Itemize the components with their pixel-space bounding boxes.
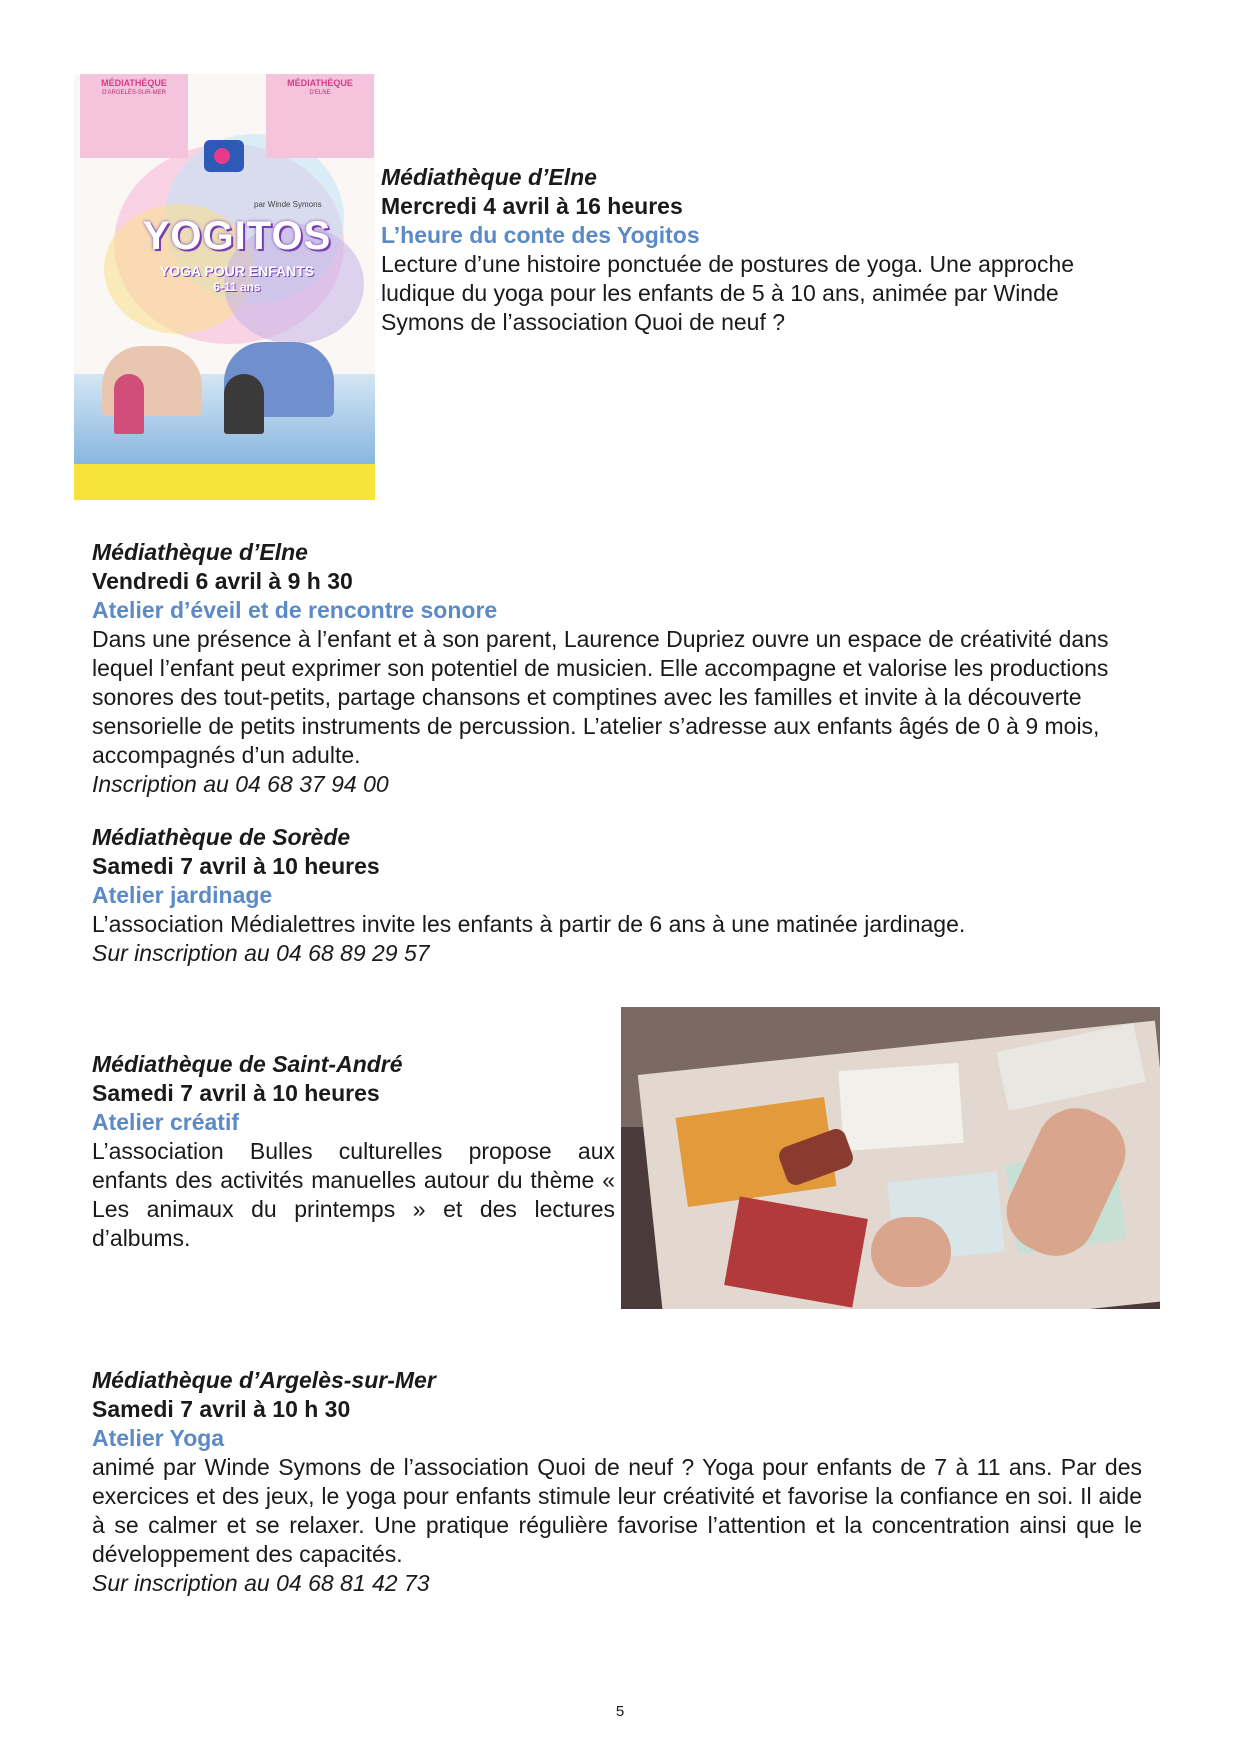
craft-workshop-photo xyxy=(621,1007,1160,1309)
hand xyxy=(871,1217,951,1287)
event-venue: Médiathèque d’Argelès-sur-Mer xyxy=(92,1367,436,1393)
event-date: Vendredi 6 avril à 9 h 30 xyxy=(92,568,353,594)
event-venue: Médiathèque d’Elne xyxy=(92,539,308,565)
event-description: Dans une présence à l’enfant et à son parent, Laurence Dupriez ouvre un espace de créativité dans lequel l’enfant peut exprimer son potentiel de musicien. Elle accompagne et valorise les productions sonores des tout-petits, partage chansons et comptines avec les familles et invite à la découverte sensorielle de petits instruments de percussion. L’atelier s’adresse aux enfants âgés de 0 à 9 mois, accompagnés d’un adulte. xyxy=(92,626,1109,768)
poster-venue-subtitle: D'ARGELÈS-SUR-MER xyxy=(102,90,166,96)
poster-venue-title: MÉDIATHÈQUE xyxy=(101,78,167,88)
event-block xyxy=(92,538,1142,799)
event-title: Atelier d’éveil et de rencontre sonore xyxy=(92,597,498,623)
poster-author: par Winde Symons xyxy=(254,200,322,209)
poster-brand: YOGITOS xyxy=(142,214,332,258)
event-date: Mercredi 4 avril à 16 heures xyxy=(381,193,683,219)
child-figure xyxy=(224,374,264,434)
event-registration: Sur inscription au 04 68 89 29 57 xyxy=(92,940,430,966)
event-venue: Médiathèque d’Elne xyxy=(381,164,597,190)
poster-ages: 6-11 ans xyxy=(213,280,261,294)
event-date: Samedi 7 avril à 10 heures xyxy=(92,1080,380,1106)
event-block xyxy=(381,163,1141,337)
event-title: Atelier créatif xyxy=(92,1109,240,1135)
child-figure xyxy=(114,374,144,434)
drawing-sheet xyxy=(838,1063,963,1151)
event-block xyxy=(92,1050,615,1253)
mediatheque-logo-icon xyxy=(204,140,244,172)
event-title: L’heure du conte des Yogitos xyxy=(381,222,700,248)
event-venue: Médiathèque de Saint-André xyxy=(92,1051,403,1077)
page-number: 5 xyxy=(615,1703,625,1720)
poster-footer-band xyxy=(74,464,375,500)
event-date: Samedi 7 avril à 10 h 30 xyxy=(92,1396,351,1422)
poster-tagline: YOGA POUR ENFANTS xyxy=(159,263,315,279)
event-block xyxy=(92,1366,1142,1598)
event-description: Lecture d’une histoire ponctuée de postures de yoga. Une approche ludique du yoga pour les enfants de 5 à 10 ans, animée par Winde Symons de l’association Quoi de neuf ? xyxy=(381,251,1075,335)
event-registration: Inscription au 04 68 37 94 00 xyxy=(92,771,389,797)
event-description: L’association Médialettres invite les enfants à partir de 6 ans à une matinée jardinage. xyxy=(92,911,966,937)
event-title: Atelier jardinage xyxy=(92,882,273,908)
poster-venue-subtitle: D'ELNE xyxy=(309,90,331,96)
event-registration: Sur inscription au 04 68 81 42 73 xyxy=(92,1570,430,1596)
event-description: animé par Winde Symons de l’association Quoi de neuf ? Yoga pour enfants de 7 à 11 ans. Par des exercices et des jeux, le yoga pour enfants stimule leur créativité et favorise la confiance en soi. Il aide à se calmer et se relaxer. Une pratique régulière favorise l’attention et la concentration ainsi que le développement des capacités. xyxy=(92,1454,1142,1567)
poster-venue-box xyxy=(266,74,374,158)
yogitos-poster-image xyxy=(74,74,375,500)
poster-venue-title: MÉDIATHÈQUE xyxy=(287,78,353,88)
event-title: Atelier Yoga xyxy=(92,1425,225,1451)
event-description: L’association Bulles culturelles propose aux enfants des activités manuelles autour du thème « Les animaux du printemps » et des lectures d’albums. xyxy=(92,1138,615,1251)
event-date: Samedi 7 avril à 10 heures xyxy=(92,853,380,879)
event-venue: Médiathèque de Sorède xyxy=(92,824,351,850)
poster-venue-box xyxy=(80,74,188,158)
event-block xyxy=(92,823,1142,968)
